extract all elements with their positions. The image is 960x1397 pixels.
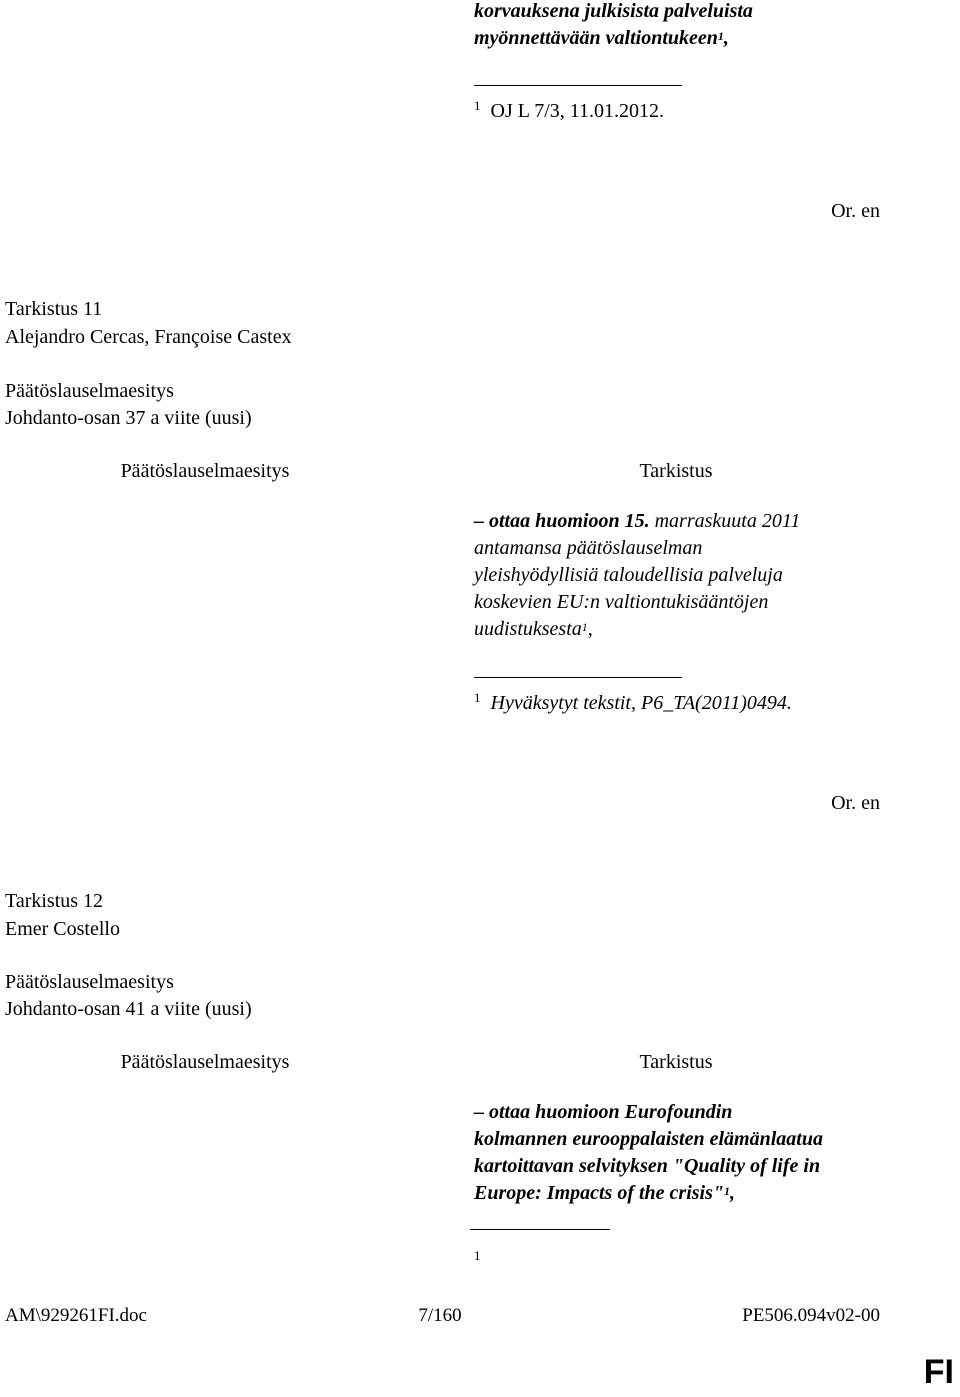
amendment-text-line-3: yleishyödyllisiä taloudellisia palveluja [474, 564, 783, 586]
footnote-rule [474, 677, 682, 678]
amendment-text-rest: marraskuuta 2011 [654, 510, 801, 532]
amendment-text-line-3: kartoittavan selvityksen "Quality of life in [474, 1155, 821, 1177]
amendment-text-line-5 [474, 616, 593, 643]
footnote-ref: 1 [717, 29, 724, 43]
footer-page-number: 7/160 [418, 1305, 462, 1326]
footnote-number: 1 [474, 1248, 481, 1263]
column-header-right: Tarkistus [639, 1051, 713, 1073]
footer-pe-ref: PE506.094v02-00 [742, 1305, 880, 1326]
amendment-text-line-1: – ottaa huomioon Eurofoundin [474, 1101, 733, 1123]
amendment-authors: Emer Costello [5, 918, 120, 940]
column-header-left: Päätöslauselmaesitys [120, 460, 290, 482]
original-language: Or. en [831, 200, 880, 222]
column-header-left: Päätöslauselmaesitys [120, 1051, 290, 1073]
footnote-rule [474, 85, 682, 86]
amendment-location: Johdanto-osan 37 a viite (uusi) [5, 407, 252, 429]
amendment-text-line-4 [474, 1180, 735, 1207]
amendment-title: Tarkistus 11 [5, 298, 103, 320]
amendment-text-line-4: koskevien EU:n valtiontukisääntöjen [474, 591, 769, 613]
amendment-text-line-4-tail: , [730, 1182, 735, 1204]
continued-text-line-2-main: myönnettävään valtiontukeen [474, 27, 718, 49]
column-header-right: Tarkistus [639, 460, 713, 482]
continued-text-line-1: korvauksena julkisista palveluista [474, 0, 753, 22]
footnote-2 [474, 692, 792, 715]
amendment-text-bold: – ottaa huomioon 15. [474, 510, 655, 532]
footer-language-code: FI [923, 1353, 954, 1391]
amendment-text-line-5-main: uudistuksesta [474, 618, 582, 640]
amendment-title: Tarkistus 12 [5, 890, 104, 912]
footnote-1 [474, 100, 664, 123]
amendment-authors: Alejandro Cercas, Françoise Castex [5, 326, 292, 348]
amendment-text-line-5-tail: , [587, 618, 593, 640]
footnote-number: 1 [474, 98, 481, 113]
footnote-ref: 1 [724, 1184, 730, 1198]
footer-doc-ref: AM\929261FI.doc [5, 1305, 147, 1326]
footnote-3 [474, 1250, 481, 1273]
amendment-doc-type: Päätöslauselmaesitys [5, 971, 174, 993]
footnote-number: 1 [474, 690, 481, 705]
continued-text-line-2 [474, 25, 729, 52]
amendment-text-line-1 [474, 508, 800, 535]
footnote-text: Hyväksytyt tekstit, P6_TA(2011)0494. [490, 692, 792, 714]
amendment-text-line-2: kolmannen eurooppalaisten elämänlaatua [474, 1128, 823, 1150]
continued-text-line-2-tail: , [723, 27, 729, 49]
amendment-text-line-2: antamansa päätöslauselman [474, 537, 703, 559]
footnote-ref: 1 [581, 620, 588, 634]
amendment-doc-type: Päätöslauselmaesitys [5, 380, 174, 402]
footnote-rule [470, 1229, 610, 1230]
amendment-location: Johdanto-osan 41 a viite (uusi) [5, 998, 252, 1020]
original-language: Or. en [831, 792, 880, 814]
footnote-text: OJ L 7/3, 11.01.2012. [490, 100, 665, 122]
amendment-text-line-4-main: Europe: Impacts of the crisis" [474, 1182, 724, 1204]
